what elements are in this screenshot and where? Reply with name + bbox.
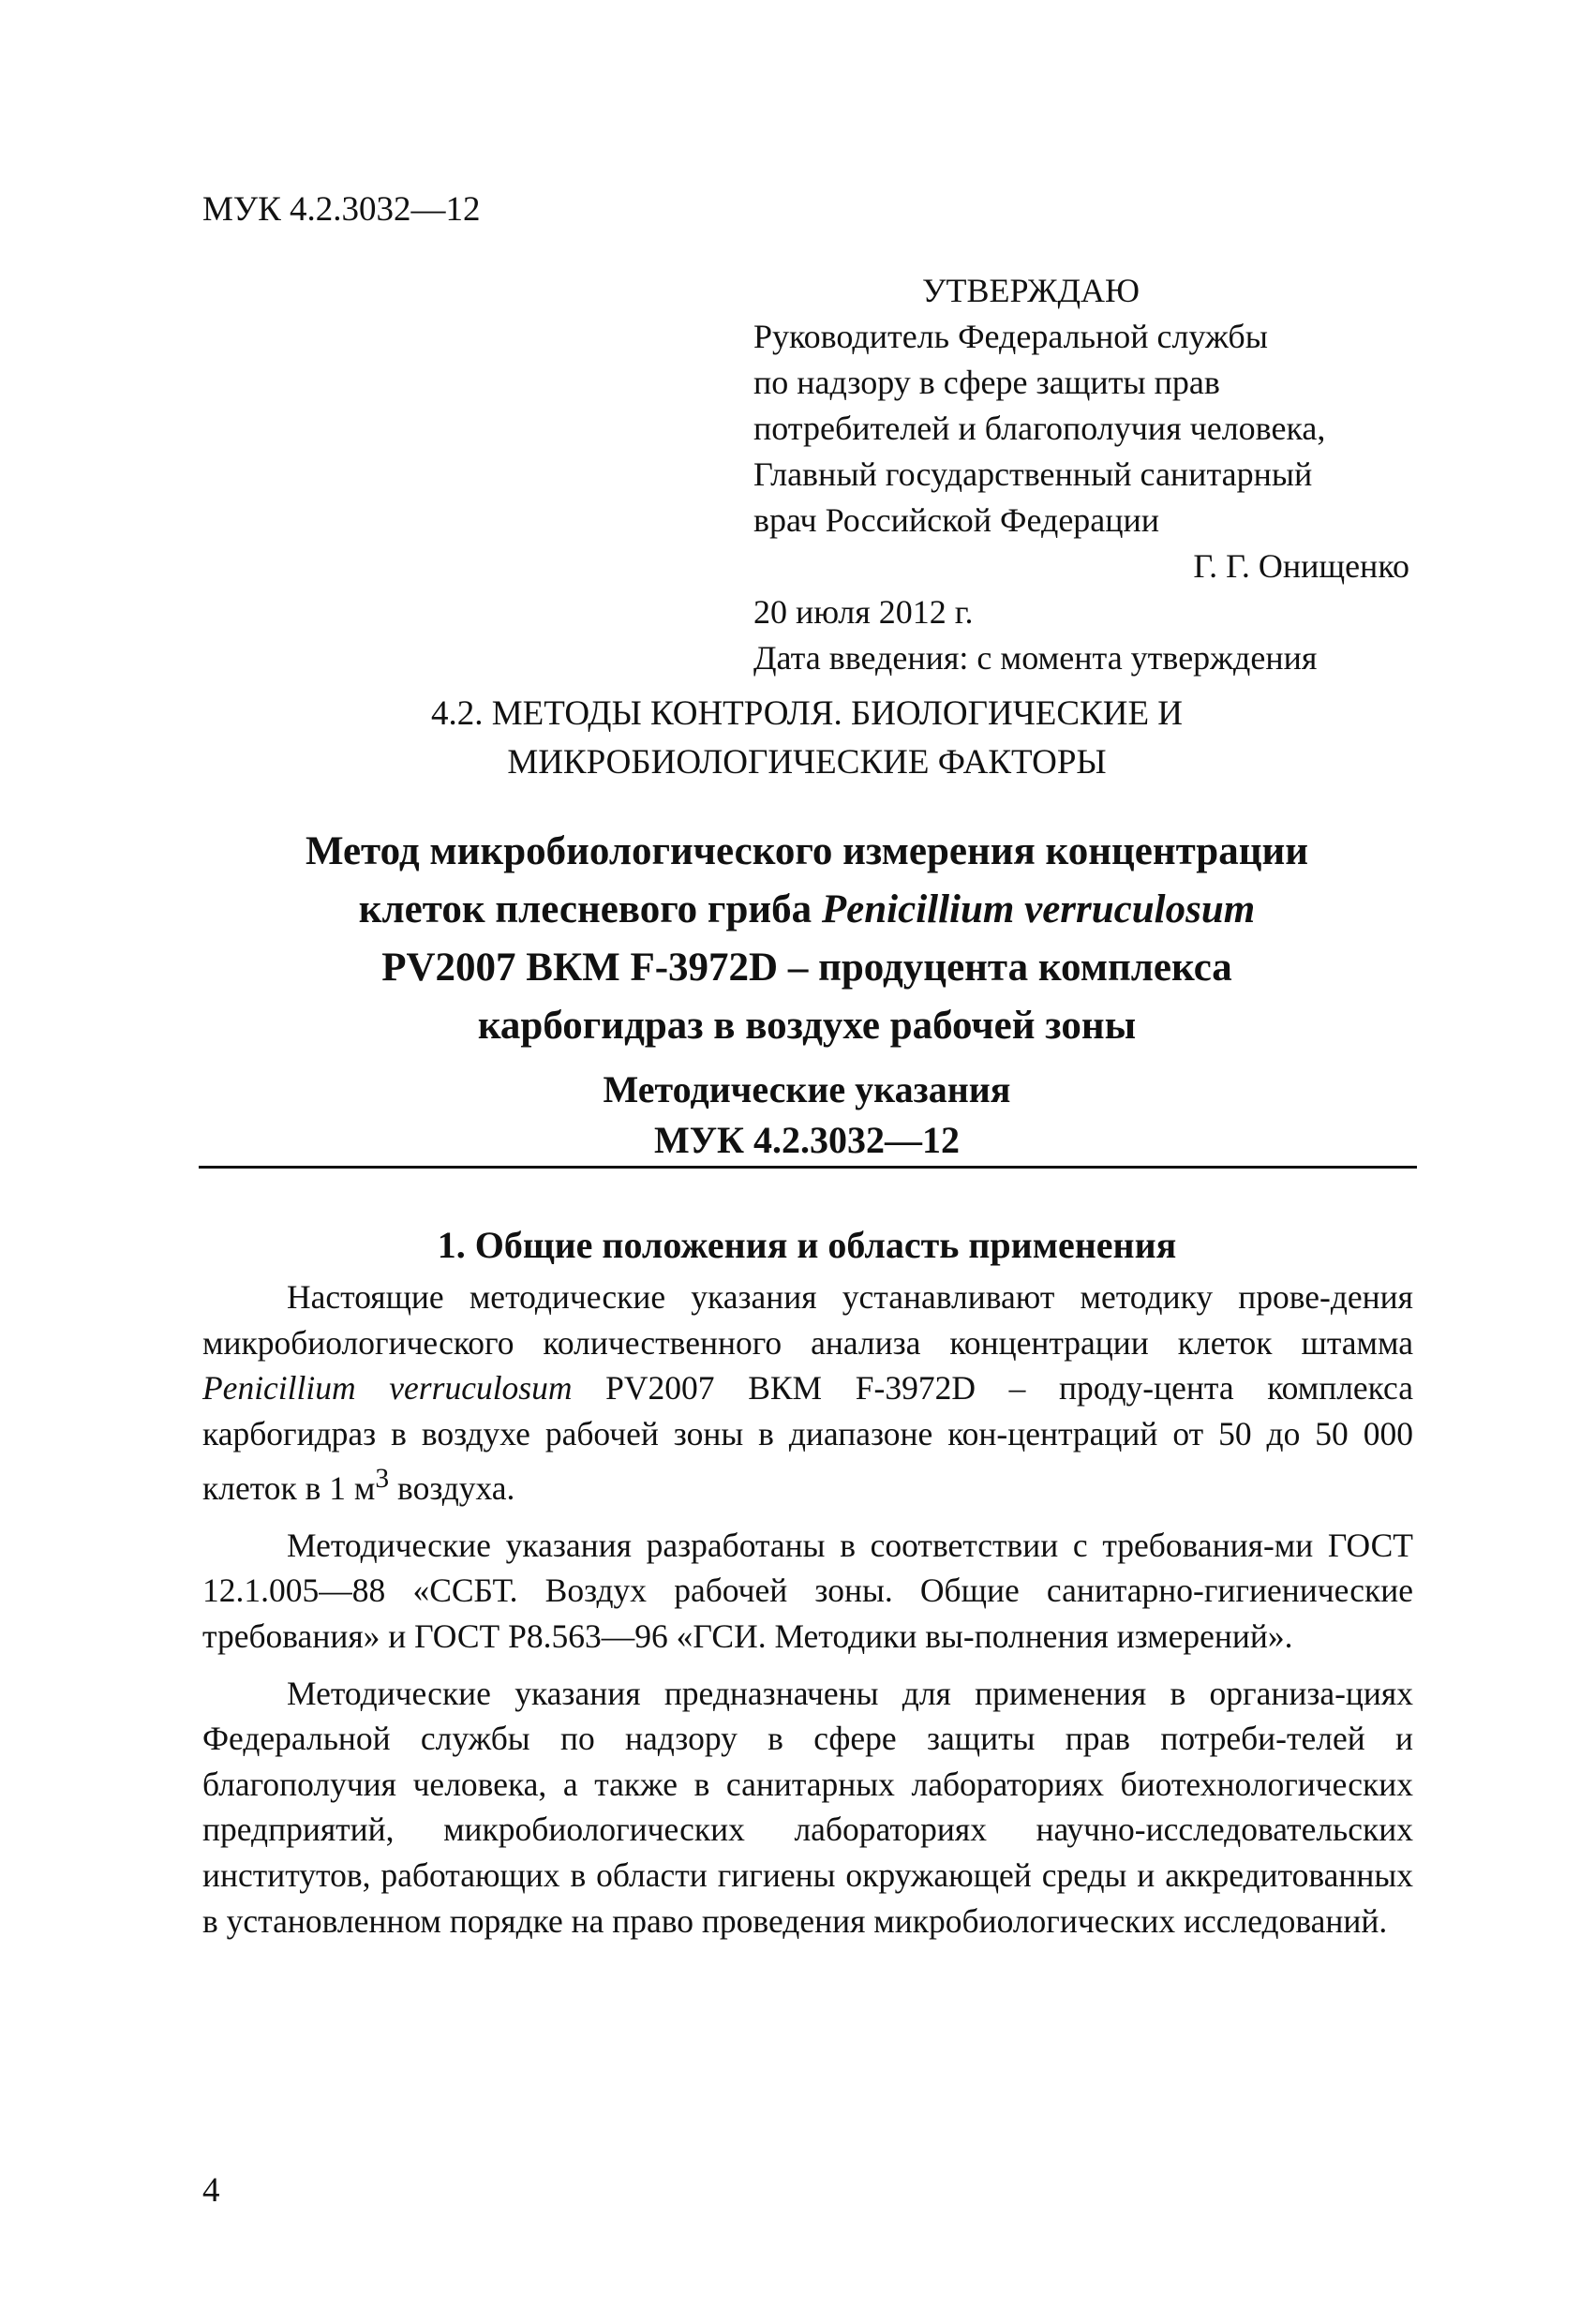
species-name: Penicillium verruculosum bbox=[202, 1369, 573, 1408]
paragraph: Методические указания разработаны в соответствии с требования-ми ГОСТ 12.1.005—88 «ССБТ. Воздух рабочей зоны. Общие санитарно-гигиенические требования» и ГОСТ Р8.563—96 «ГСИ. Методики вы-полнения измерений». bbox=[202, 1526, 1413, 1655]
approval-date: 20 июля 2012 г. bbox=[753, 593, 974, 631]
guidelines-code: МУК 4.2.3032—12 bbox=[653, 1119, 961, 1161]
title-line: Метод микробиологического измерения концентрации bbox=[305, 829, 1309, 873]
guidelines-label: Методические указания bbox=[603, 1068, 1011, 1110]
paragraph-text: PV2007 ВКМ F-3972D – проду-цента комплекса карбогидраз в воздухе рабочей зоны в диапазоне кон-центраций от 50 до 50 000 клеток в 1 м bbox=[202, 1369, 1413, 1508]
effective-date: Дата введения: с момента утверждения bbox=[753, 639, 1318, 677]
method-title bbox=[202, 823, 1411, 1055]
paragraph-text: Настоящие методические указания устанавливают методику прове-дения микробиологического количественного анализа концентрации клеток штамма bbox=[202, 1278, 1413, 1362]
approval-block bbox=[753, 268, 1409, 681]
methods-section-header bbox=[202, 690, 1411, 787]
approval-heading: УТВЕРЖДАЮ bbox=[922, 272, 1140, 309]
section-header-line: МИКРОБИОЛОГИЧЕСКИЕ ФАКТОРЫ bbox=[507, 743, 1107, 782]
approval-position-line: Руководитель Федеральной службы bbox=[753, 318, 1268, 355]
title-text: клеток плесневого гриба bbox=[358, 887, 822, 931]
approval-position-line: врач Российской Федерации bbox=[753, 501, 1160, 539]
section-1-heading: 1. Общие положения и область применения bbox=[437, 1224, 1177, 1266]
approval-position-line: по надзору в сфере защиты прав bbox=[753, 364, 1220, 401]
title-line bbox=[202, 881, 1411, 939]
guidelines-title bbox=[202, 1065, 1411, 1166]
title-line: карбогидраз в воздухе рабочей зоны bbox=[477, 1004, 1137, 1048]
species-name: Penicillium verruculosum bbox=[821, 887, 1256, 931]
section-header-line: 4.2. МЕТОДЫ КОНТРОЛЯ. БИОЛОГИЧЕСКИЕ И bbox=[430, 694, 1184, 733]
page-number: 4 bbox=[202, 2171, 220, 2210]
paragraph bbox=[202, 1274, 1413, 1512]
superscript: 3 bbox=[375, 1464, 390, 1495]
approval-position-line: потребителей и благополучия человека, bbox=[753, 410, 1326, 447]
horizontal-divider bbox=[199, 1166, 1417, 1169]
approval-position-line: Главный государственный санитарный bbox=[753, 455, 1313, 493]
paragraph-text: воздуха. bbox=[389, 1469, 515, 1508]
title-line: PV2007 ВКМ F-3972D – продуцента комплекса bbox=[381, 946, 1232, 990]
approval-signer: Г. Г. Онищенко bbox=[1193, 547, 1409, 585]
document-code: МУК 4.2.3032—12 bbox=[202, 190, 481, 229]
section-1-body bbox=[202, 1274, 1413, 1955]
paragraph: Методические указания предназначены для применения в организа-циях Федеральной службы по надзору в сфере защиты прав потреби-телей и благополучия человека, а также в санитарных лабораториях биотехнологических предприятий, микробиологических лабораториях научно-исследовательских институтов, работающих в области гигиены окружающей среды и аккредитованных в установленном порядке на право проведения микробиологических исследований. bbox=[202, 1674, 1413, 1940]
